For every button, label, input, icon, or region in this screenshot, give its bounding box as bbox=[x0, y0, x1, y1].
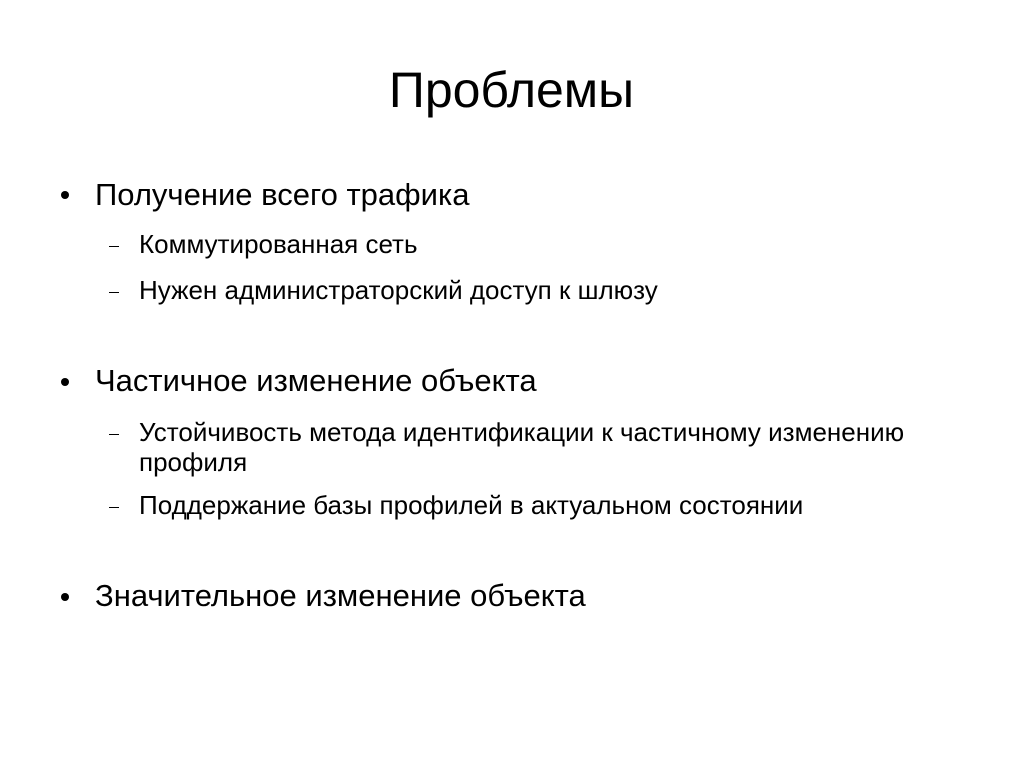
dash-icon bbox=[109, 434, 119, 435]
sub-item-text: Поддержание базы профилей в актуальном состоянии bbox=[139, 490, 804, 520]
dash-icon bbox=[109, 246, 119, 247]
bullet-text: Получение всего трафика bbox=[95, 177, 470, 212]
bullet-dot-icon bbox=[61, 593, 69, 601]
bullet-dot-icon bbox=[61, 378, 69, 386]
sub-item-text: Коммутированная сеть bbox=[139, 229, 418, 259]
slide-title: Проблемы bbox=[388, 62, 635, 118]
sub-item-text: Устойчивость метода идентификации к частичному изменению профиля bbox=[139, 417, 905, 477]
dash-icon bbox=[109, 292, 119, 293]
sub-item-text: Нужен администраторский доступ к шлюзу bbox=[139, 275, 658, 305]
dash-icon bbox=[109, 507, 119, 508]
bullet-text: Значительное изменение объекта bbox=[95, 578, 586, 613]
bullet-text: Частичное изменение объекта bbox=[95, 363, 537, 398]
bullet-dot-icon bbox=[61, 191, 69, 199]
